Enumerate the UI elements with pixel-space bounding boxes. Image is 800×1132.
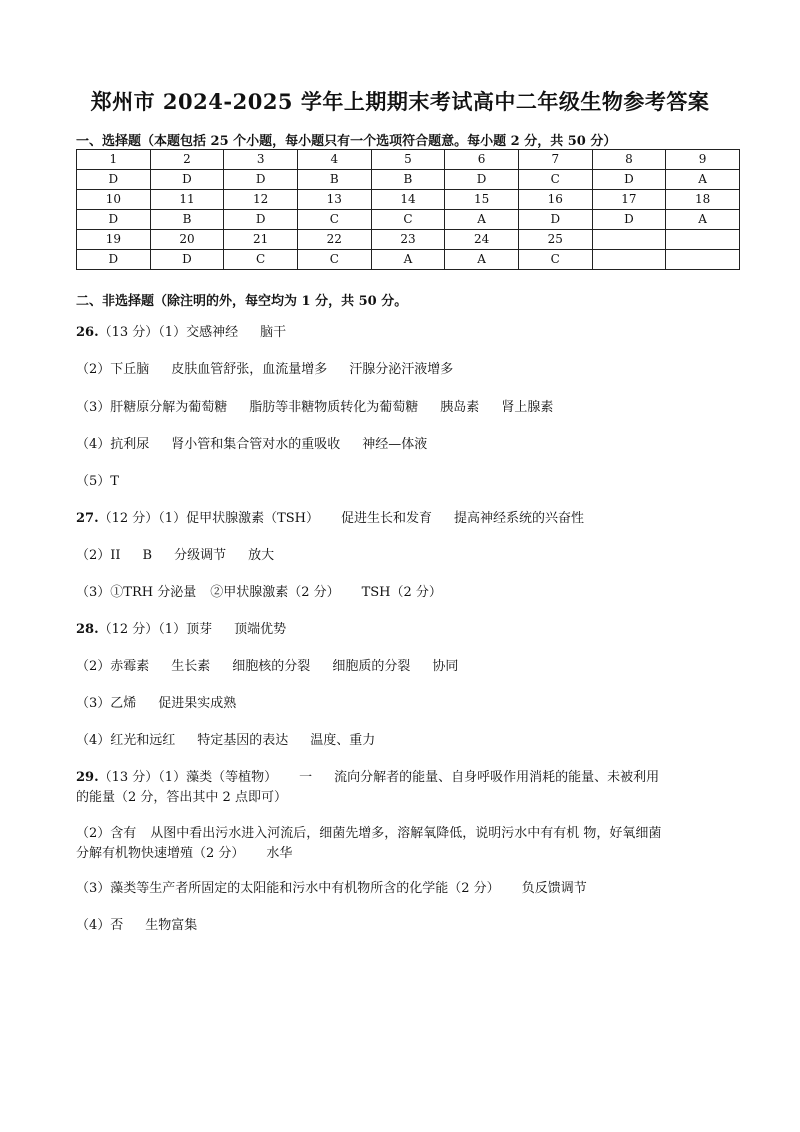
table-cell: D	[592, 170, 666, 190]
table-cell: 11	[150, 190, 224, 210]
table-cell: 2	[150, 150, 224, 170]
q27-line1	[76, 509, 740, 529]
table-cell: 23	[371, 230, 445, 250]
table-cell: C	[297, 250, 371, 270]
q29-p2-end: 水华	[266, 846, 293, 861]
table-cell: C	[224, 250, 298, 270]
q26-p2-c: 汗腺分泌汗液增多	[349, 362, 454, 377]
table-cell: A	[371, 250, 445, 270]
q28-p4-a: （4）红光和远红	[76, 733, 176, 748]
q28-number: 28.	[76, 622, 99, 637]
table-cell: 18	[666, 190, 740, 210]
q28-head: （12 分）（1）顶芽	[98, 622, 213, 637]
q28-line3	[76, 694, 740, 714]
table-cell: D	[518, 210, 592, 230]
table-cell: C	[518, 170, 592, 190]
answer-table	[76, 149, 740, 270]
table-cell: 19	[77, 230, 151, 250]
q28-p2-a: （2）赤霉素	[76, 659, 150, 674]
table-cell: 20	[150, 230, 224, 250]
table-cell	[666, 250, 740, 270]
q29-line2-cont	[76, 844, 740, 864]
table-cell: 22	[297, 230, 371, 250]
table-row-answers	[77, 210, 740, 230]
q28-answer-b: 顶端优势	[234, 622, 287, 637]
q27-p3-b: ②甲状腺激素（2 分）	[210, 585, 340, 600]
q29-p2-a: （2）含有	[76, 826, 137, 841]
q26-p3-b: 脂肪等非糖物质转化为葡萄糖	[249, 400, 419, 415]
q27-number: 27.	[76, 511, 99, 526]
table-cell: 4	[297, 150, 371, 170]
table-cell: 8	[592, 150, 666, 170]
table-cell: 7	[518, 150, 592, 170]
q26-p2-a: （2）下丘脑	[76, 362, 150, 377]
table-cell: 1	[77, 150, 151, 170]
table-row-numbers	[77, 150, 740, 170]
q28-p2-e: 协同	[432, 659, 459, 674]
q28-p3-a: （3）乙烯	[76, 696, 137, 711]
q28-line1	[76, 620, 740, 640]
table-cell: D	[77, 210, 151, 230]
q26-p2-b: 皮肤血管舒张，血流量增多	[171, 362, 328, 377]
q27-p2-c: 分级调节	[174, 548, 227, 563]
q28-p4-c: 温度、重力	[310, 733, 376, 748]
table-cell: B	[297, 170, 371, 190]
table-cell: D	[150, 250, 224, 270]
q29-line4	[76, 916, 740, 936]
table-cell: B	[371, 170, 445, 190]
table-cell: 21	[224, 230, 298, 250]
table-row-answers	[77, 250, 740, 270]
table-row-numbers	[77, 190, 740, 210]
q29-line1	[76, 768, 740, 788]
q28-p3-b: 促进果实成熟	[158, 696, 237, 711]
table-cell: D	[77, 250, 151, 270]
q29-line3	[76, 879, 740, 899]
q26-answer: 脑干	[260, 325, 287, 340]
q28-p2-c: 细胞核的分裂	[232, 659, 311, 674]
q26-p4-a: （4）抗利尿	[76, 437, 150, 452]
q26-line1	[76, 323, 740, 343]
table-cell: 12	[224, 190, 298, 210]
table-cell: C	[371, 210, 445, 230]
q29-p4-a: （4）否	[76, 918, 124, 933]
q29-answer-b: 一	[299, 770, 313, 785]
q29-head: （13 分）（1）藻类（等植物）	[98, 770, 278, 785]
table-cell: 5	[371, 150, 445, 170]
table-cell	[592, 230, 666, 250]
q29-p2-cont: 分解有机物快速增殖（2 分）	[76, 846, 245, 861]
table-cell: 10	[77, 190, 151, 210]
table-cell: 17	[592, 190, 666, 210]
q27-p3-a: （3）①TRH 分泌量	[76, 585, 197, 600]
q29-number: 29.	[76, 770, 99, 785]
q26-number: 26.	[76, 325, 99, 340]
q27-answer-b: 促进生长和发育	[340, 511, 432, 526]
q26-p3-c: 胰岛素	[440, 400, 480, 415]
table-row-numbers	[77, 230, 740, 250]
table-cell: B	[150, 210, 224, 230]
table-cell	[592, 250, 666, 270]
table-cell: A	[666, 170, 740, 190]
q27-p3-c: TSH（2 分）	[361, 585, 442, 600]
table-cell: C	[297, 210, 371, 230]
q29-line2	[76, 824, 740, 844]
q27-head: （12 分）（1）促甲状腺激素（TSH）	[98, 511, 319, 526]
q29-p4-b: 生物富集	[145, 918, 198, 933]
table-cell: 9	[666, 150, 740, 170]
q28-line2	[76, 657, 740, 677]
table-cell: A	[445, 210, 519, 230]
q28-p2-d: 细胞质的分裂	[332, 659, 411, 674]
q26-p3-a: （3）肝糖原分解为葡萄糖	[76, 400, 228, 415]
q27-answer-c: 提高神经系统的兴奋性	[454, 511, 585, 526]
table-cell: 13	[297, 190, 371, 210]
q29-answer-c: 流向分解者的能量、自身呼吸作用消耗的能量、未被利用	[334, 770, 660, 785]
q26-head: （13 分）（1）交感神经	[98, 325, 239, 340]
table-cell: 15	[445, 190, 519, 210]
table-cell: D	[224, 210, 298, 230]
q26-line5: （5）T	[76, 474, 119, 489]
table-cell: D	[592, 210, 666, 230]
q28-p2-b: 生长素	[171, 659, 211, 674]
q29-line1-cont: 的能量（2 分，答出其中 2 点即可）	[76, 790, 287, 805]
page-title: 郑州市 2024-2025 学年上期期末考试高中二年级生物参考答案	[90, 89, 710, 114]
q26-line4	[76, 435, 740, 455]
q26-p4-b: 肾小管和集合管对水的重吸收	[171, 437, 341, 452]
table-row-answers	[77, 170, 740, 190]
table-cell: 25	[518, 230, 592, 250]
q27-p2-a: （2）II	[76, 548, 121, 563]
q26-p4-c: 神经—体液	[362, 437, 428, 452]
q29-p3-b: 负反馈调节	[521, 881, 587, 896]
table-cell	[666, 230, 740, 250]
table-cell: 16	[518, 190, 592, 210]
table-cell: 14	[371, 190, 445, 210]
q26-line2	[76, 360, 740, 380]
q27-line2	[76, 546, 740, 566]
q26-p3-d: 肾上腺素	[501, 400, 554, 415]
table-cell: D	[445, 170, 519, 190]
table-cell: 3	[224, 150, 298, 170]
table-cell: D	[224, 170, 298, 190]
table-cell: D	[150, 170, 224, 190]
section2-heading: 二、非选择题（除注明的外，每空均为 1 分，共 50 分。	[76, 294, 408, 309]
q28-line4	[76, 731, 740, 751]
table-cell: D	[77, 170, 151, 190]
q26-line3	[76, 398, 740, 418]
q27-line3	[76, 583, 740, 603]
table-cell: 24	[445, 230, 519, 250]
q29-p2-b: 从图中看出污水进入河流后，细菌先增多，溶解氧降低，说明污水中有有机 物，好氧细菌	[150, 826, 662, 841]
table-cell: 6	[445, 150, 519, 170]
q28-p4-b: 特定基因的表达	[197, 733, 289, 748]
section1-heading: 一、选择题（本题包括 25 个小题，每小题只有一个选项符合题意。每小题 2 分，共 50 分）	[76, 134, 617, 149]
table-cell: A	[666, 210, 740, 230]
table-cell: C	[518, 250, 592, 270]
q29-p3-a: （3）藻类等生产者所固定的太阳能和污水中有机物所含的化学能（2 分）	[76, 881, 500, 896]
q27-p2-d: 放大	[248, 548, 275, 563]
q27-p2-b: B	[142, 548, 153, 563]
table-cell: A	[445, 250, 519, 270]
